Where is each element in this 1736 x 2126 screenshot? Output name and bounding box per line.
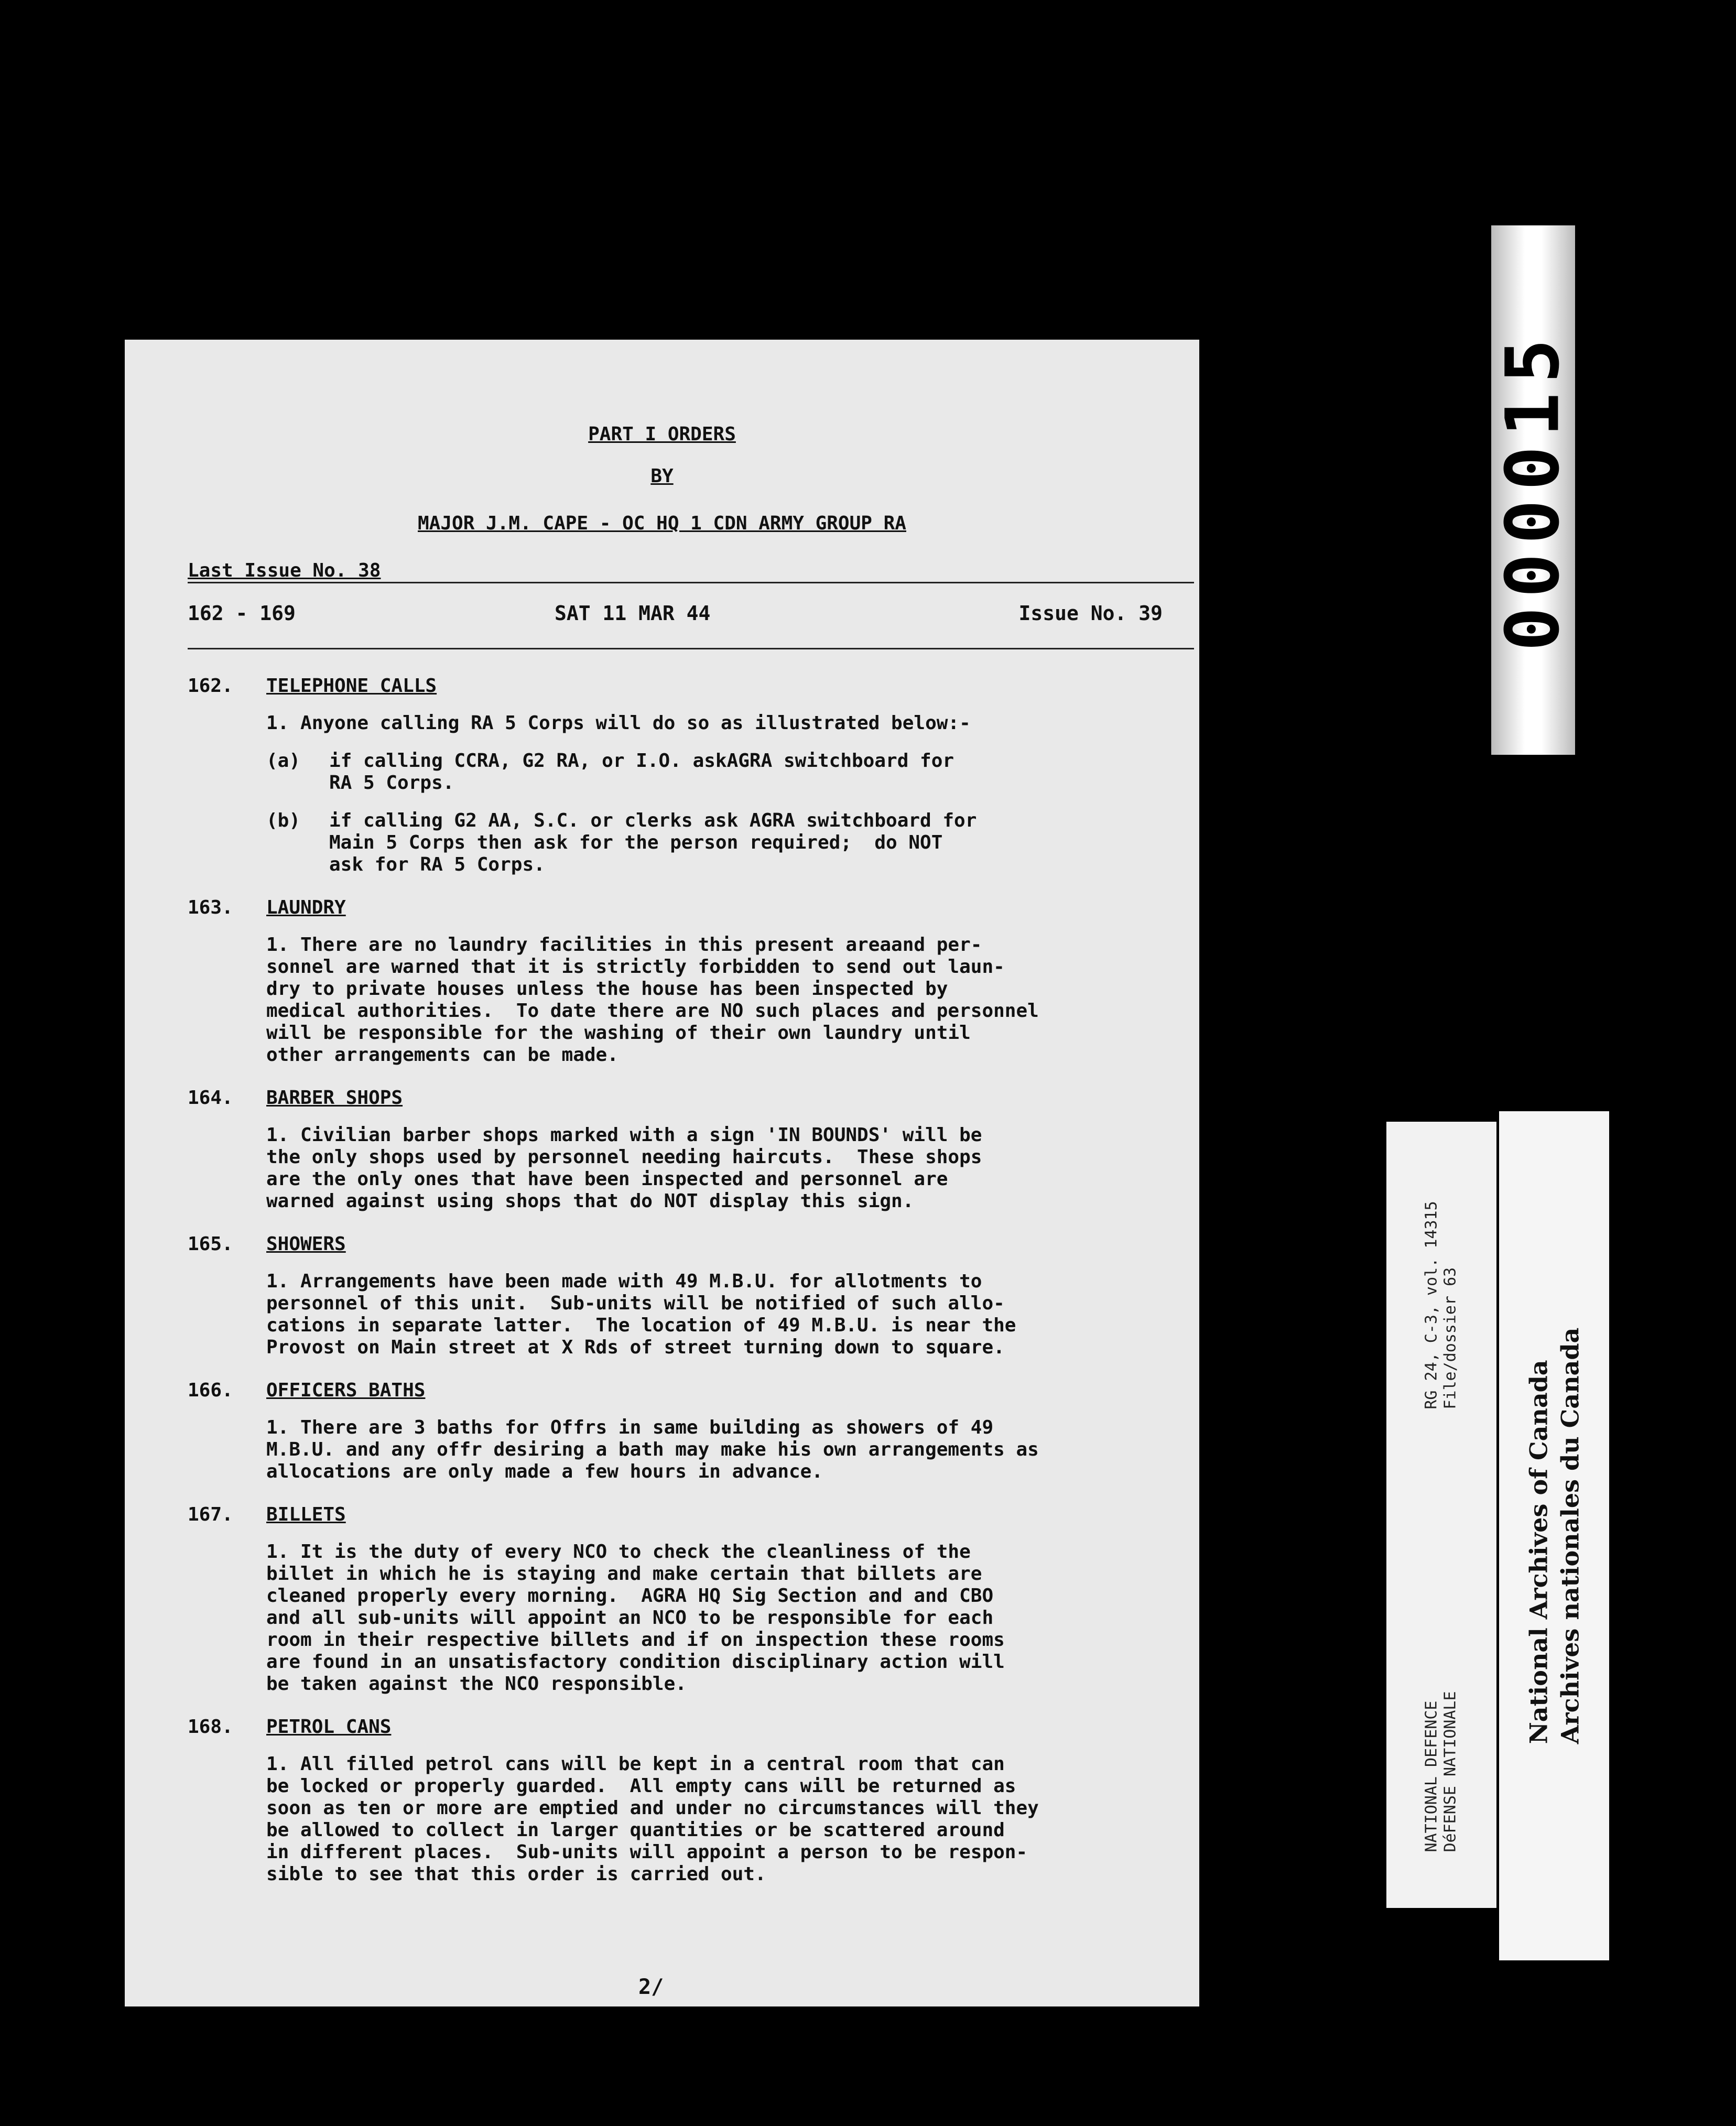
- sub-label: (b): [266, 810, 301, 831]
- issue-number: Issue No. 39: [1018, 602, 1163, 625]
- sub-label: (a): [266, 750, 301, 772]
- order-section: [188, 897, 1157, 1066]
- serial-range: 162 - 169: [188, 602, 296, 625]
- section-title: BARBER SHOPS: [266, 1087, 403, 1109]
- header-authority: MAJOR J.M. CAPE - OC HQ 1 CDN ARMY GROUP RA: [418, 513, 906, 534]
- sub-text: if calling CCRA, G2 RA, or I.O. askAGRA switchboard for RA 5 Corps.: [329, 750, 954, 794]
- file-reference: RG 24, C-3, vol. 14315 File/dossier 63: [1423, 1201, 1460, 1409]
- section-paragraph: 1. There are 3 baths for Offrs in same building as showers of 49 M.B.U. and any offr desiring a bath may make his own arrangements as allocations are only made a few hours in advance.: [266, 1417, 1039, 1482]
- department-label: NATIONAL DEFENCE DéFENSE NATIONALE: [1423, 1691, 1460, 1852]
- reference-block: [1386, 1122, 1496, 1489]
- institution-name: National Archives of Canada Archives nationales du Canada: [1524, 1327, 1585, 1744]
- orders-body: [188, 675, 1157, 1906]
- section-heading: [188, 1380, 1157, 1401]
- section-heading: [188, 1504, 1157, 1525]
- sub-text: if calling G2 AA, S.C. or clerks ask AGRA switchboard for Main 5 Corps then ask for the person required; do NOT ask for RA 5 Corps.: [329, 810, 977, 875]
- order-section: [188, 1716, 1157, 1885]
- section-heading: [188, 1716, 1157, 1738]
- section-heading: [188, 675, 1157, 697]
- section-title: OFFICERS BATHS: [266, 1380, 426, 1401]
- archives-label-card: [1499, 1111, 1609, 1960]
- section-heading: [188, 1233, 1157, 1255]
- section-paragraph: 1. Civilian barber shops marked with a sign 'IN BOUNDS' will be the only shops used by personnel needing haircuts. These shops are the only ones that have been inspected and personnel are warned against using shops that do NOT display this sign.: [266, 1124, 982, 1212]
- document-page: [125, 340, 1199, 2006]
- issue-date: SAT 11 MAR 44: [555, 602, 711, 625]
- section-paragraph: 1. It is the duty of every NCO to check the cleanliness of the billet in which he is staying and make certain that billets are cleaned properly every morning. AGRA HQ Sig Section and and CBO and all sub-units will appoint an NCO to be responsible for each room in their respective billets and if on inspection these rooms are found in an unsatisfactory condition disciplinary action will be taken against the NCO responsible.: [266, 1541, 1005, 1695]
- department-block: [1386, 1646, 1496, 1897]
- divider-rule: [188, 648, 1194, 649]
- divider-rule: [188, 582, 1194, 583]
- section-paragraph: 1. Anyone calling RA 5 Corps will do so as illustrated below:-: [266, 712, 971, 734]
- section-heading: [188, 1087, 1157, 1109]
- section-number: 166.: [188, 1380, 233, 1401]
- header-title: PART I ORDERS: [588, 424, 736, 445]
- archive-reference-card: [1386, 1122, 1496, 1908]
- page-number: 2/: [638, 1975, 664, 1999]
- section-title: LAUNDRY: [266, 897, 346, 918]
- header-by: BY: [650, 465, 674, 487]
- order-section: [188, 675, 1157, 876]
- section-title: BILLETS: [266, 1504, 346, 1525]
- section-paragraph: 1. All filled petrol cans will be kept in a central room that can be locked or properly guarded. All empty cans will be returned as soon as ten or more are emptied and under no circumstances will they be allowed to collect in larger quantities or be scattered around in different places. Sub-units will appoint a person to be respon- sible to see that this order is carried out.: [266, 1753, 1039, 1885]
- frame-number: 000015: [1490, 329, 1576, 651]
- section-title: PETROL CANS: [266, 1716, 392, 1738]
- sub-paragraph: [266, 810, 1157, 876]
- section-heading: [188, 897, 1157, 918]
- section-number: 165.: [188, 1233, 233, 1255]
- order-section: [188, 1504, 1157, 1695]
- section-title: SHOWERS: [266, 1233, 346, 1255]
- section-paragraph: 1. Arrangements have been made with 49 M.B.U. for allotments to personnel of this unit. Sub-units will be notified of such allo- cations in separate latter. The location of 49 M.B.U. is near the Provost on Main street at X Rds of street turning down to square.: [266, 1271, 1016, 1358]
- frame-number-strip: [1491, 225, 1575, 755]
- section-number: 162.: [188, 675, 233, 697]
- sub-paragraph: [266, 750, 1157, 794]
- section-number: 168.: [188, 1716, 233, 1738]
- section-number: 164.: [188, 1087, 233, 1109]
- section-title: TELEPHONE CALLS: [266, 675, 437, 697]
- last-issue: Last Issue No. 38: [188, 560, 381, 581]
- section-number: 167.: [188, 1504, 233, 1525]
- order-section: [188, 1087, 1157, 1212]
- section-number: 163.: [188, 897, 233, 918]
- order-section: [188, 1233, 1157, 1359]
- order-section: [188, 1380, 1157, 1483]
- section-paragraph: 1. There are no laundry facilities in this present areaand per- sonnel are warned that it is strictly forbidden to send out laun- dry to private houses unless the house has been inspected by medical authorities. To date there are NO such places and personnel will be responsible for the washing of their own laundry until other arrangements can be made.: [266, 934, 1039, 1066]
